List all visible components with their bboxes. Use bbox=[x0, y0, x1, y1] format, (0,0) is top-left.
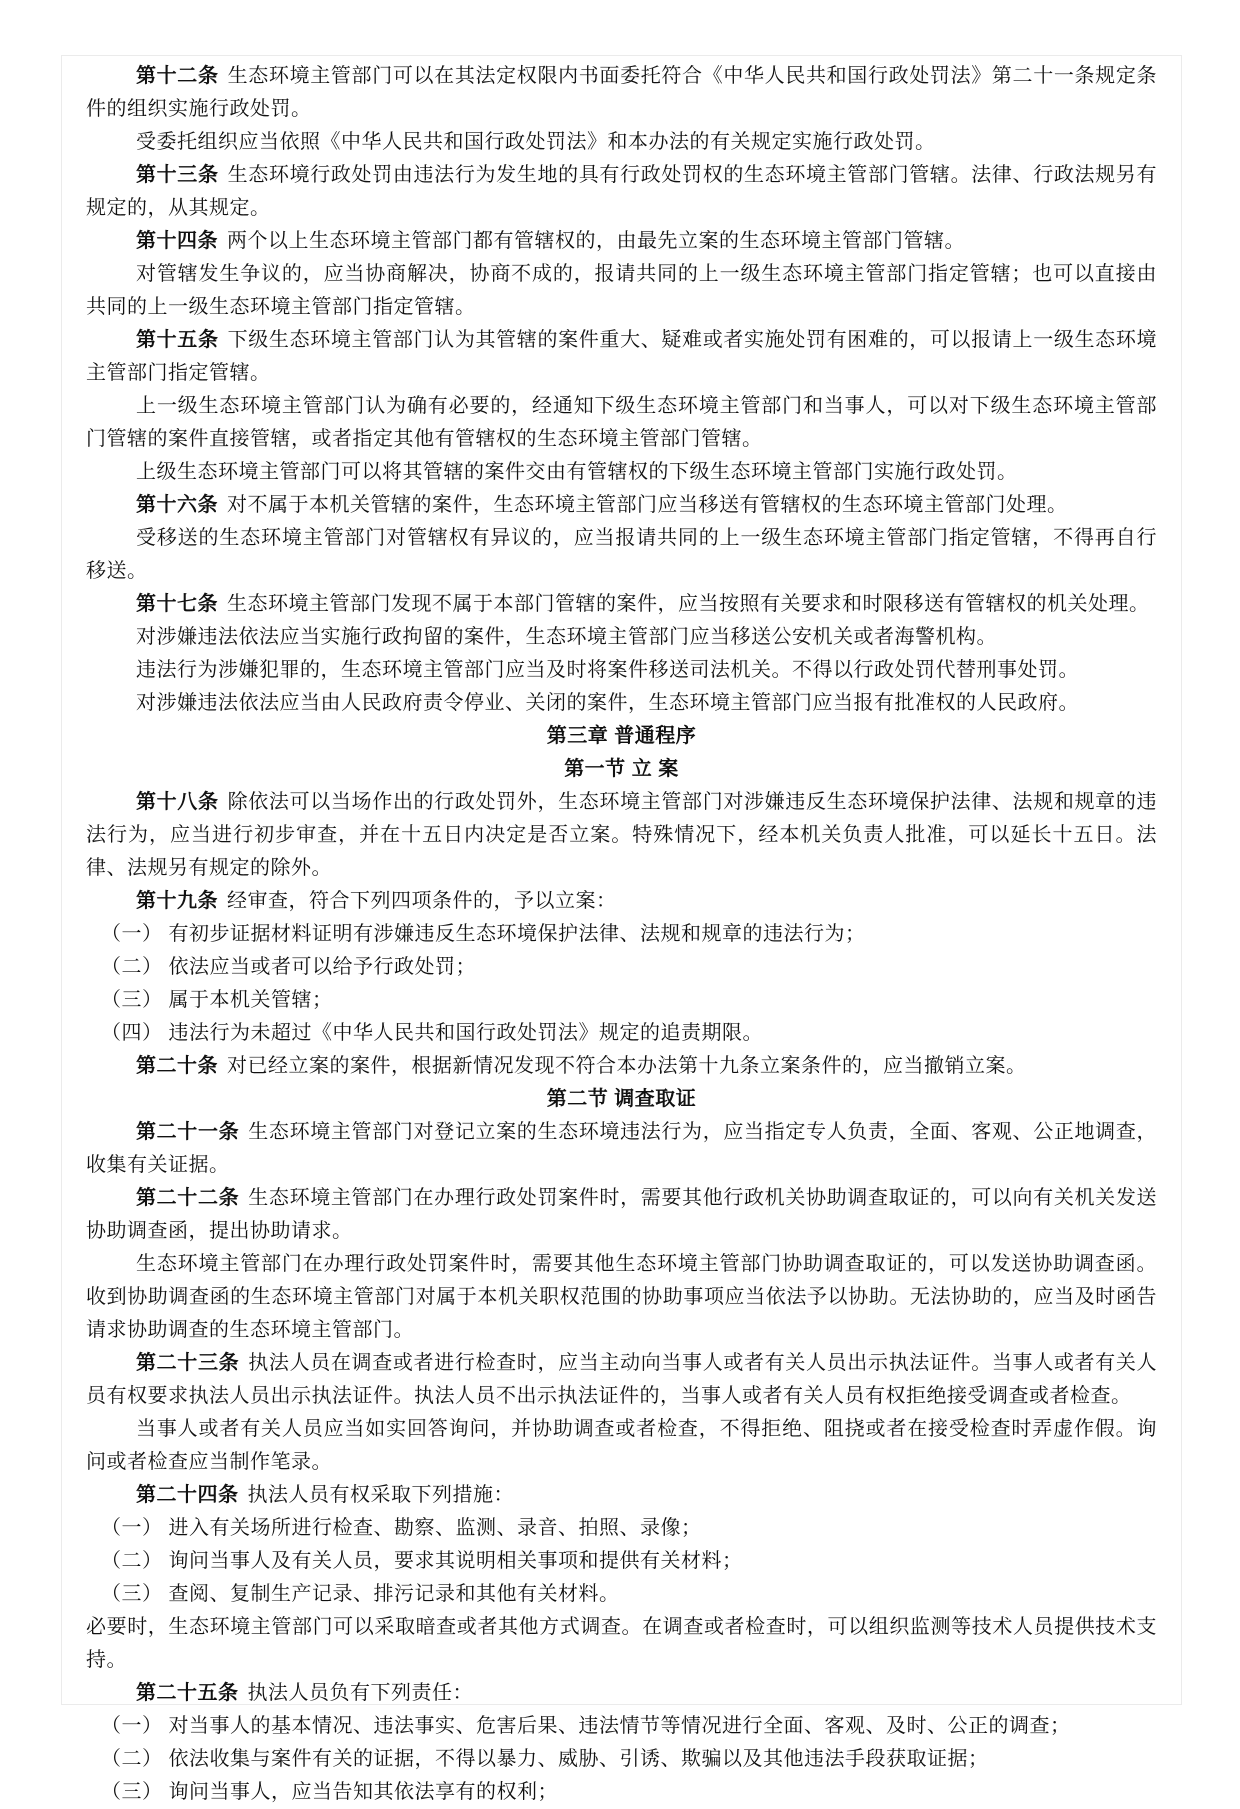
article-text: 执法人员在调查或者进行检查时，应当主动向当事人或者有关人员出示执法证件。当事人或者有关人员有权要求执法人员出示执法证件。执法人员不出示执法证件的，当事人或者有关人员有权拒绝接受调查或者检查。 bbox=[86, 1352, 1157, 1407]
article-paragraph bbox=[86, 1182, 1157, 1248]
body-paragraph: 上一级生态环境主管部门认为确有必要的，经通知下级生态环境主管部门和当事人，可以对下级生态环境主管部门管辖的案件直接管辖，或者指定其他有管辖权的生态环境主管部门管辖。 bbox=[86, 395, 1157, 450]
body-paragraph: 对涉嫌违法依法应当由人民政府责令停业、关闭的案件，生态环境主管部门应当报有批准权的人民政府。 bbox=[136, 692, 1079, 714]
article-text: 生态环境主管部门对登记立案的生态环境违法行为，应当指定专人负责，全面、客观、公正地调查，收集有关证据。 bbox=[86, 1121, 1157, 1176]
section-heading: 第一节 立 案 bbox=[564, 758, 679, 780]
section-heading: 第二节 调查取证 bbox=[546, 1088, 697, 1110]
article-paragraph bbox=[86, 324, 1157, 390]
article-text: 生态环境主管部门可以在其法定权限内书面委托符合《中华人民共和国行政处罚法》第二十一条规定条件的组织实施行政处罚。 bbox=[86, 65, 1157, 120]
article-number: 第二十一条 bbox=[136, 1121, 240, 1143]
article-text: 下级生态环境主管部门认为其管辖的案件重大、疑难或者实施处罚有困难的，可以报请上一级生态环境主管部门指定管辖。 bbox=[86, 329, 1157, 384]
article-text: 对不属于本机关管辖的案件，生态环境主管部门应当移送有管辖权的生态环境主管部门处理。 bbox=[227, 494, 1068, 516]
article-number: 第十三条 bbox=[136, 164, 219, 186]
article-text: 生态环境主管部门在办理行政处罚案件时，需要其他行政机关协助调查取证的，可以向有关机关发送协助调查函，提出协助请求。 bbox=[86, 1187, 1157, 1242]
article-text: 生态环境行政处罚由违法行为发生地的具有行政处罚权的生态环境主管部门管辖。法律、行政法规另有规定的，从其规定。 bbox=[86, 164, 1157, 219]
article-paragraph bbox=[86, 1347, 1157, 1413]
article-number: 第十二条 bbox=[136, 65, 219, 87]
body-paragraph: 对管辖发生争议的，应当协商解决，协商不成的，报请共同的上一级生态环境主管部门指定管辖；也可以直接由共同的上一级生态环境主管部门指定管辖。 bbox=[86, 263, 1157, 318]
article-number: 第二十三条 bbox=[136, 1352, 240, 1374]
article-number: 第十九条 bbox=[136, 890, 218, 912]
article-text: 执法人员负有下列责任： bbox=[247, 1682, 473, 1704]
list-item-paragraph: （一） 进入有关场所进行检查、勘察、监测、录音、拍照、录像； bbox=[101, 1517, 702, 1539]
list-item-paragraph: （三） 查阅、复制生产记录、排污记录和其他有关材料。 bbox=[101, 1583, 620, 1605]
body-paragraph: 受委托组织应当依照《中华人民共和国行政处罚法》和本办法的有关规定实施行政处罚。 bbox=[136, 131, 936, 153]
article-text: 对已经立案的案件，根据新情况发现不符合本办法第十九条立案条件的，应当撤销立案。 bbox=[227, 1055, 1027, 1077]
list-item-paragraph: （二） 询问当事人及有关人员，要求其说明相关事项和提供有关材料； bbox=[101, 1550, 743, 1572]
body-paragraph: 违法行为涉嫌犯罪的，生态环境主管部门应当及时将案件移送司法机关。不得以行政处罚代替刑事处罚。 bbox=[136, 659, 1079, 681]
article-paragraph bbox=[86, 489, 1157, 522]
article-number: 第十五条 bbox=[136, 329, 219, 351]
article-paragraph bbox=[86, 588, 1157, 621]
article-paragraph bbox=[86, 1050, 1157, 1083]
body-paragraph: 上级生态环境主管部门可以将其管辖的案件交由有管辖权的下级生态环境主管部门实施行政处罚。 bbox=[136, 461, 1018, 483]
article-number: 第十七条 bbox=[136, 593, 218, 615]
article-paragraph bbox=[86, 885, 1157, 918]
article-number: 第十四条 bbox=[136, 230, 218, 252]
chapter-heading: 第三章 普通程序 bbox=[546, 725, 697, 747]
list-item-paragraph: （一） 对当事人的基本情况、违法事实、危害后果、违法情节等情况进行全面、客观、及时、公正的调查； bbox=[101, 1715, 1071, 1737]
body-paragraph: 当事人或者有关人员应当如实回答询问，并协助调查或者检查，不得拒绝、阻挠或者在接受检查时弄虚作假。询问或者检查应当制作笔录。 bbox=[86, 1418, 1157, 1473]
article-number: 第二十四条 bbox=[136, 1484, 239, 1506]
list-item-paragraph: （二） 依法应当或者可以给予行政处罚； bbox=[101, 956, 477, 978]
list-item-paragraph: （一） 有初步证据材料证明有涉嫌违反生态环境保护法律、法规和规章的违法行为； bbox=[101, 923, 866, 945]
article-number: 第十八条 bbox=[136, 791, 219, 813]
body-paragraph: 生态环境主管部门在办理行政处罚案件时，需要其他生态环境主管部门协助调查取证的，可以发送协助调查函。收到协助调查函的生态环境主管部门对属于本机关职权范围的协助事项应当依法予以协助。无法协助的，应当及时函告请求协助调查的生态环境主管部门。 bbox=[86, 1253, 1157, 1341]
body-paragraph-flush: 必要时，生态环境主管部门可以采取暗查或者其他方式调查。在调查或者检查时，可以组织监测等技术人员提供技术支持。 bbox=[86, 1616, 1157, 1671]
article-number: 第二十二条 bbox=[136, 1187, 240, 1209]
article-number: 第二十五条 bbox=[136, 1682, 239, 1704]
body-paragraph: 对涉嫌违法依法应当实施行政拘留的案件，生态环境主管部门应当移送公安机关或者海警机构。 bbox=[136, 626, 997, 648]
article-paragraph bbox=[86, 159, 1157, 225]
list-item-paragraph: （四） 违法行为未超过《中华人民共和国行政处罚法》规定的追责期限。 bbox=[101, 1022, 764, 1044]
article-paragraph bbox=[86, 60, 1157, 126]
article-text: 经审查，符合下列四项条件的，予以立案： bbox=[227, 890, 617, 912]
article-paragraph bbox=[86, 1479, 1157, 1512]
article-number: 第二十条 bbox=[136, 1055, 218, 1077]
list-item-paragraph: （三） 属于本机关管辖； bbox=[101, 989, 333, 1011]
list-item-paragraph: （三） 询问当事人，应当告知其依法享有的权利； bbox=[101, 1781, 559, 1803]
article-paragraph bbox=[86, 225, 1157, 258]
article-text: 除依法可以当场作出的行政处罚外，生态环境主管部门对涉嫌违反生态环境保护法律、法规和规章的违法行为，应当进行初步审查，并在十五日内决定是否立案。特殊情况下，经本机关负责人批准，可以延长十五日。法律、法规另有规定的除外。 bbox=[86, 791, 1157, 879]
body-paragraph: 受移送的生态环境主管部门对管辖权有异议的，应当报请共同的上一级生态环境主管部门指定管辖，不得再自行移送。 bbox=[86, 527, 1157, 582]
article-text: 执法人员有权采取下列措施： bbox=[247, 1484, 514, 1506]
article-paragraph bbox=[86, 1677, 1157, 1710]
document-body bbox=[61, 55, 1182, 1803]
list-item-paragraph: （二） 依法收集与案件有关的证据，不得以暴力、威胁、引诱、欺骗以及其他违法手段获取证据； bbox=[101, 1748, 989, 1770]
article-text: 两个以上生态环境主管部门都有管辖权的，由最先立案的生态环境主管部门管辖。 bbox=[227, 230, 965, 252]
article-text: 生态环境主管部门发现不属于本部门管辖的案件，应当按照有关要求和时限移送有管辖权的机关处理。 bbox=[227, 593, 1150, 615]
article-number: 第十六条 bbox=[136, 494, 218, 516]
article-paragraph bbox=[86, 1116, 1157, 1182]
article-paragraph bbox=[86, 786, 1157, 885]
